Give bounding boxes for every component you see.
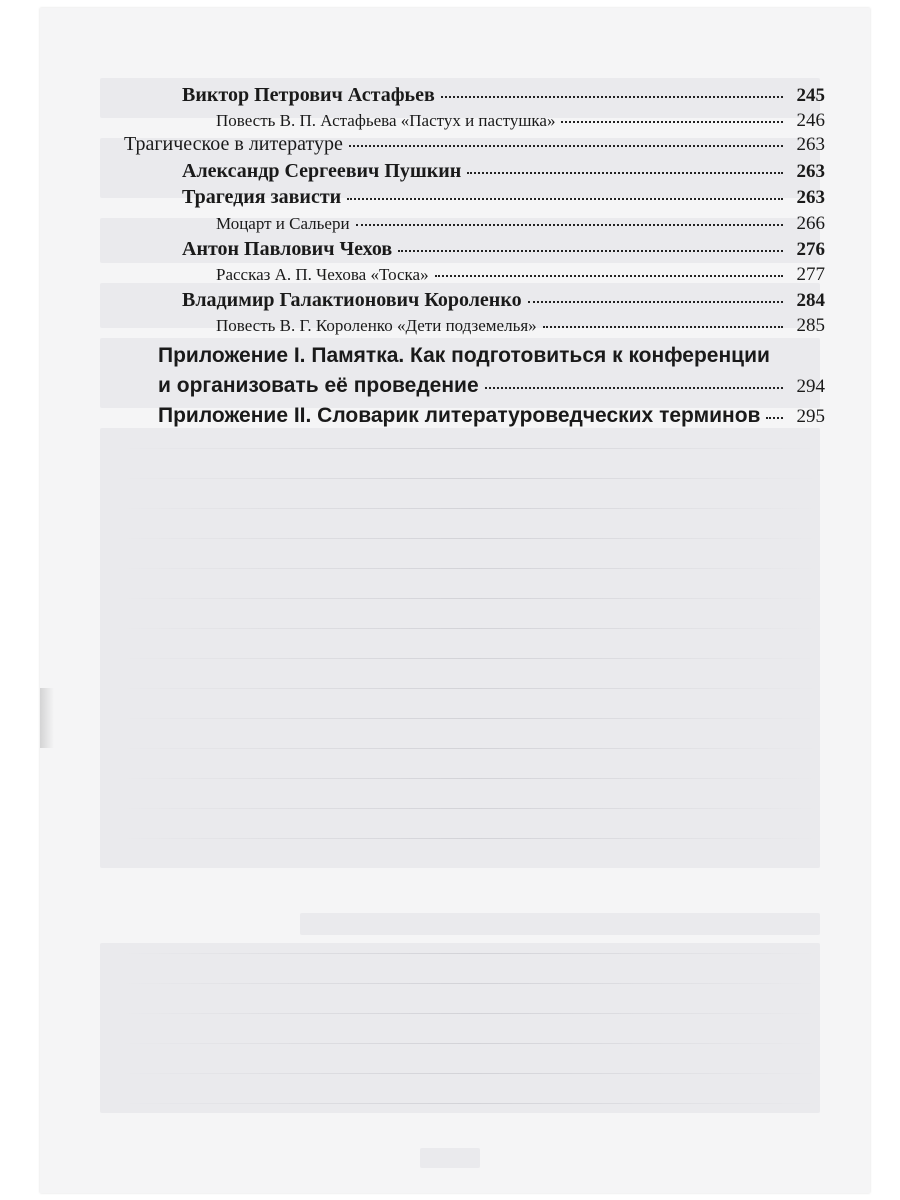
- dot-leader: [356, 223, 783, 226]
- toc-entry-title: Рассказ А. П. Чехова «Тоска»: [216, 265, 429, 284]
- toc-page-number: 266: [796, 213, 825, 234]
- book-page: [40, 8, 870, 1193]
- toc-page-number: 284: [796, 290, 825, 311]
- toc-entry: [182, 84, 825, 107]
- toc-entry: [182, 289, 825, 312]
- toc-page-number: 263: [796, 187, 825, 208]
- dot-leader: [398, 249, 783, 252]
- toc-page-number: 263: [796, 134, 825, 155]
- toc-appendix-2: [158, 401, 825, 432]
- toc-entry-title: Трагическое в литературе: [124, 133, 343, 155]
- toc-entry-title: Александр Сергеевич Пушкин: [182, 160, 462, 182]
- toc-page-number: 295: [796, 406, 825, 427]
- toc-page-number: 276: [796, 239, 825, 260]
- dot-leader: [766, 417, 783, 419]
- toc-page-number: 277: [796, 264, 825, 285]
- appendix-1-title-line-2: и организовать её проведение: [158, 374, 479, 397]
- toc-entry: [216, 110, 825, 132]
- toc-entry-title: Моцарт и Сальери: [216, 214, 350, 233]
- toc-page-number: 263: [796, 161, 825, 182]
- dot-leader: [349, 144, 783, 147]
- toc-appendix-1: [158, 341, 825, 402]
- toc-entry: [182, 160, 825, 183]
- dot-leader: [435, 274, 783, 277]
- toc-entry: [216, 213, 825, 235]
- dot-leader: [485, 387, 783, 389]
- toc-entry: [124, 133, 825, 156]
- dot-leader: [347, 197, 783, 200]
- dot-leader: [561, 120, 783, 123]
- toc-entry-title: Трагедия зависти: [182, 186, 342, 208]
- toc-entry-title: Владимир Галактионович Короленко: [182, 289, 522, 311]
- toc-entry: [216, 315, 825, 337]
- dot-leader: [467, 171, 783, 174]
- toc-entry: [182, 186, 825, 209]
- toc-entry-title: Повесть В. Г. Короленко «Дети подземелья»: [216, 316, 537, 335]
- toc-entry: [182, 238, 825, 261]
- toc-entry: [216, 264, 825, 286]
- toc-entry-title: Виктор Петрович Астафьев: [182, 84, 435, 106]
- toc-page-number: 294: [796, 376, 825, 397]
- toc-page-number: 285: [796, 315, 825, 336]
- dot-leader: [543, 325, 783, 328]
- appendix-1-title-line-1: Приложение I. Памятка. Как подготовиться к конференции: [158, 344, 770, 367]
- page-edge-mark: [40, 688, 54, 748]
- dot-leader: [528, 300, 783, 303]
- toc-page-number: 246: [796, 110, 825, 131]
- toc-entry-title: Антон Павлович Чехов: [182, 238, 393, 260]
- appendix-2-title: Приложение II. Словарик литературоведческих терминов: [158, 404, 761, 427]
- dot-leader: [441, 95, 783, 98]
- toc-page-number: 245: [796, 85, 825, 106]
- toc-entry-title: Повесть В. П. Астафьева «Пастух и пастушка»: [216, 111, 556, 130]
